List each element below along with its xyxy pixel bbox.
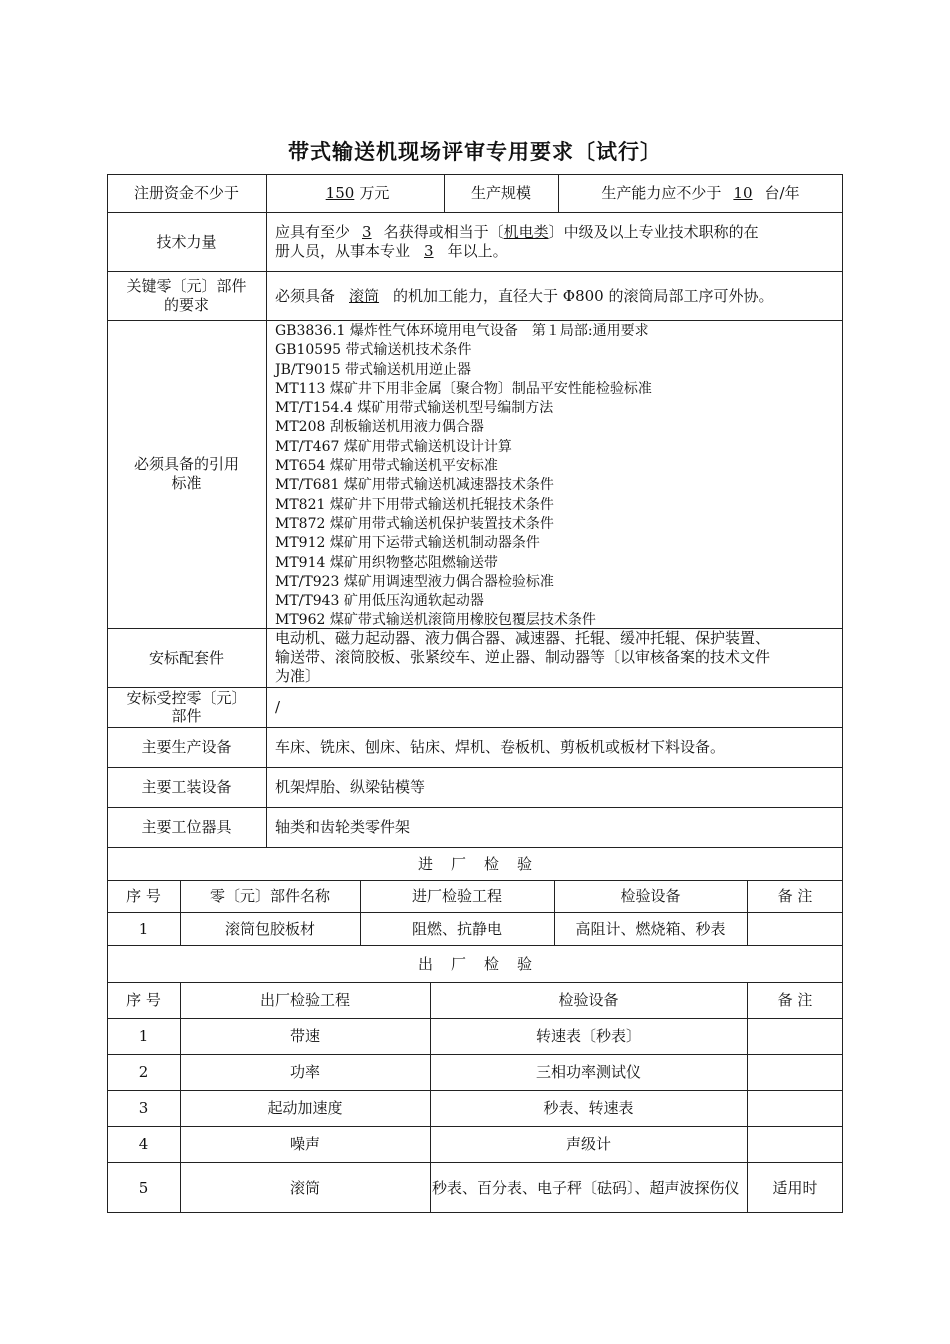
standard-item: GB3836.1 爆炸性气体环境用电气设备 第１局部:通用要求: [275, 323, 649, 339]
incoming-header-part: 零〔元〕部件名称: [209, 887, 330, 905]
outgoing-header-remark: 备 注: [777, 991, 813, 1009]
standard-item: MT872 煤矿用带式输送机保护装置技术条件: [275, 515, 554, 532]
standard-item: MT208 刮板输送机用液力偶合器: [275, 419, 484, 436]
standard-item: MT/T943 矿用低压沟通软起动器: [275, 593, 484, 610]
standards-label: 必须具备的引用 标准: [133, 455, 239, 492]
outgoing-header-item: 出厂检验工程: [259, 991, 350, 1009]
outgoing-header-equipment: 检验设备: [558, 991, 619, 1009]
table-row-cell: 转速表〔秒表〕: [535, 1027, 641, 1045]
production-equipment-label: 主要生产设备: [141, 738, 232, 756]
table-row-cell: 秒表、转速表: [543, 1099, 634, 1117]
scale-label: 生产规模: [470, 184, 531, 202]
table-row-cell: 3: [138, 1099, 149, 1117]
controlled-parts-label: 安标受控零〔元〕 部件: [126, 689, 247, 725]
capital-label: 注册资金不少于: [133, 184, 239, 202]
table-row-cell: 滚筒包胶板材: [224, 919, 315, 938]
table-row-cell: [747, 912, 843, 945]
table-row-cell: 起动加速度: [267, 1099, 343, 1117]
standard-item: MT/T923 煤矿用调速型液力偶合器检验标准: [275, 573, 554, 590]
table-row-cell: 滚筒: [289, 1178, 320, 1197]
standard-item: MT654 煤矿用带式输送机平安标准: [275, 458, 498, 475]
standard-item: MT962 煤矿带式输送机滚筒用橡胶包覆层技术条件: [275, 612, 596, 629]
standard-item: GB10595 带式输送机技术条件: [275, 342, 472, 359]
outgoing-inspection-heading: 出厂检验: [417, 954, 550, 973]
accessories-value: 电动机、磁力起动器、液力偶合器、减速器、托辊、缓冲托辊、保护装置、 输送带、滚筒胶板、张紧绞车、逆止器、制动器等〔以审核备案的技术文件 为准〕: [275, 629, 771, 685]
incoming-header-item: 进厂检验工程: [411, 887, 502, 905]
table-row-cell: 阻燃、抗静电: [411, 919, 502, 938]
tech-label: 技术力量: [156, 232, 217, 251]
table-row-cell: [747, 1126, 843, 1162]
table-row-cell: 噪声: [289, 1135, 320, 1153]
page-title: 带式输送机现场评审专用要求〔试行〕: [288, 140, 662, 164]
tooling-label: 主要工装设备: [141, 778, 232, 796]
incoming-header-no: 序 号: [126, 887, 161, 905]
standard-item: MT/T681 煤矿用带式输送机减速器技术条件: [275, 477, 554, 494]
table-row-cell: 声级计: [565, 1135, 611, 1153]
standards-list: [275, 322, 652, 631]
standard-item: MT/T154.4 煤矿用带式输送机型号编制方法: [275, 400, 554, 417]
tech-value: 应具有至少 3 名获得或相当于〔机电类〕中级及以上专业技术职称的在 册人员，从事本专业 3 年以上。: [275, 223, 759, 260]
key-parts-label: 关键零〔元〕部件 的要求: [126, 276, 247, 314]
table-row-cell: [747, 1018, 843, 1054]
table-row-cell: 4: [138, 1135, 149, 1153]
table-row-cell: 1: [138, 919, 149, 938]
standard-item: MT912 煤矿用下运带式输送机制动器条件: [275, 535, 540, 552]
table-row-cell: 2: [138, 1063, 149, 1081]
capacity-value: 生产能力应不少于 10 台/年: [601, 184, 800, 202]
standard-item: MT914 煤矿用织物整芯阻燃输送带: [275, 554, 498, 571]
incoming-header-equipment: 检验设备: [620, 887, 681, 905]
production-equipment-value: 车床、铣床、刨床、钻床、焊机、卷板机、剪板机或板材下料设备。: [275, 738, 726, 756]
tooling-value: 机架焊胎、纵梁钻模等: [275, 778, 426, 796]
fixtures-value: 轴类和齿轮类零件架: [275, 818, 411, 836]
key-parts-value: 必须具备 滚筒 的机加工能力，直径大于 Φ800 的滚筒局部工序可外协。: [275, 286, 774, 305]
standard-item: MT/T467 煤矿用带式输送机设计计算: [275, 438, 512, 455]
controlled-parts-value: /: [275, 698, 281, 716]
table-row-cell: 三相功率测试仪: [535, 1063, 641, 1081]
table-row-cell: 5: [138, 1178, 149, 1197]
incoming-header-remark: 备 注: [777, 887, 813, 905]
incoming-inspection-heading: 进厂检验: [417, 854, 550, 873]
accessories-label: 安标配套件: [148, 648, 224, 667]
fixtures-label: 主要工位器具: [141, 818, 232, 836]
table-row-cell: 功率: [289, 1063, 320, 1081]
table-row-cell: 高阻计、燃烧箱、秒表: [575, 919, 726, 938]
standard-item: JB/T9015 带式输送机用逆止器: [275, 361, 472, 378]
table-row-cell: [747, 1054, 843, 1090]
table-row-cell: 带速: [289, 1027, 320, 1045]
table-row-cell: 1: [138, 1027, 149, 1045]
table-row-cell: [747, 1090, 843, 1126]
standard-item: MT821 煤矿井下用带式输送机托辊技术条件: [275, 496, 554, 513]
outgoing-header-no: 序 号: [126, 991, 161, 1009]
table-row-cell: 适用时: [772, 1178, 818, 1197]
standard-item: MT113 煤矿井下用非金属〔聚合物〕制品平安性能检验标准: [275, 380, 652, 397]
capital-value: 150 万元: [325, 184, 390, 202]
table-row-cell: 秒表、百分表、电子秤〔砝码〕、超声波探伤仪: [432, 1178, 740, 1197]
